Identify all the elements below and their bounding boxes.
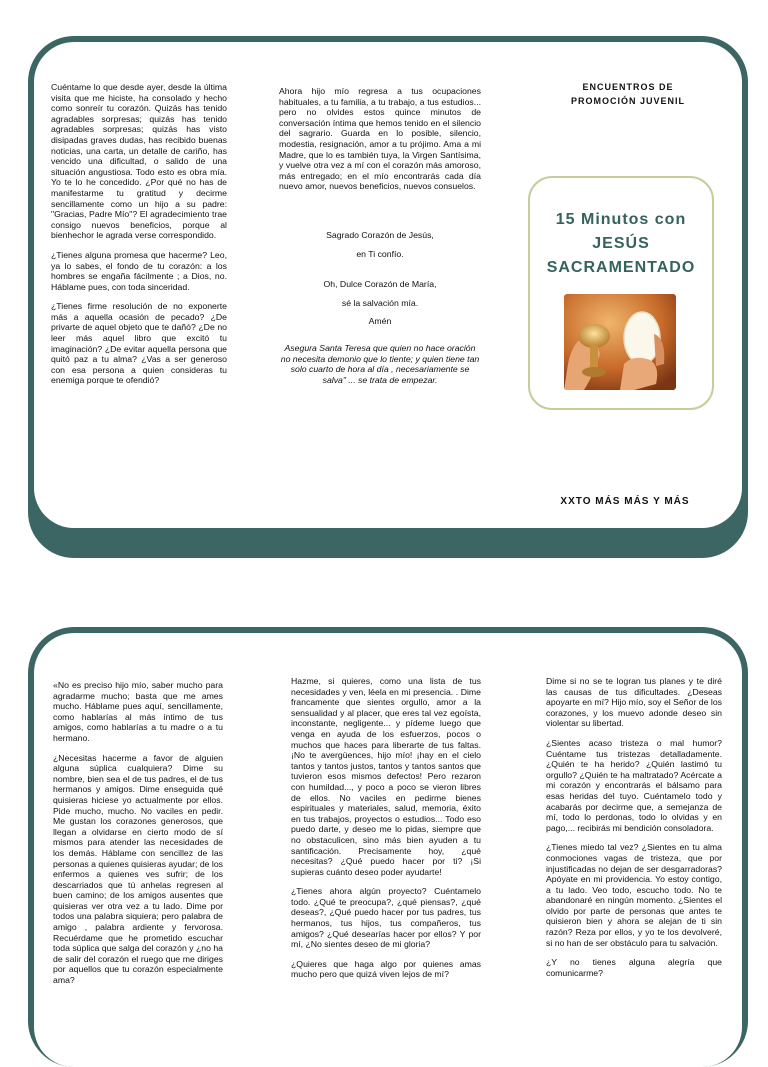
verse-line: Sagrado Corazón de Jesús, (326, 229, 434, 240)
paragraph: ¿Y no tienes alguna alegría que comunicarme? (546, 957, 722, 978)
panel1-column-2 (279, 86, 481, 385)
cover-card (528, 176, 714, 410)
paragraph: Hazme, si quieres, como una lista de tus necesidades y ven, léela en mi presencia. . Dime francamente que sientes orgullo, amor a la sensualidad y al placer, que eres tal vez egoísta, inconstante, negligente... y pídeme luego que venga en ayuda de los esfuerzos, pocos o muchos que haces para liberarte de tus faltas. ¡No te avergüences, hijo mío! ¡hay en el cielo tantos y tantos justos, tantos y tantos santos que tuvieron esos mismos defectos! Pero rezaron con humildad..., y poco a poco se vieron libres de ellos. No vaciles en pedirme bienes espirituales y materiales, salud, memoria, éxito en tus trabajos, proyectos o estudios... Todo eso puedo darte, y deseo me lo pidas, siempre que no obstaculicen, sino más bien ayuden a tu santificación. Precisamente hoy, ¿qué necesitas? ¿Qué puedo hacer por ti? ¡Si supieras cuánto deseo poder ayudarte! (291, 676, 481, 877)
santa-teresa-quote: Asegura Santa Teresa que quien no hace oración no necesita demonio que lo tiente; y quien tiene tan solo cuarto de hora al día , necesariamente se salva" ... se trata de empezar. (280, 342, 480, 385)
eucharist-photo-icon (564, 294, 676, 390)
verse-line: en Ti confío. (356, 248, 404, 259)
verse-line: Oh, Dulce Corazón de María, (323, 279, 437, 290)
panel2-column-1 (53, 680, 223, 995)
panel2-column-3 (546, 676, 722, 987)
title-line: 15 Minutos con (555, 211, 687, 228)
org-line: ENCUENTROS DE (582, 82, 674, 92)
verse-line: Amén (368, 316, 392, 327)
paragraph: Cuéntame lo que desde ayer, desde la última visita que me hiciste, ha consolado y hecho como sonreír tu corazón. Quizás has tenido agradables sorpresas; quizás has tenido agradables sorpresas; quizás has visto disipadas graves dudas, has recibido buenas noticias, una carta, un detalle de cariño, has vencido una dificultad, o salido de una situación angustiosa. Todo esto es obra mía. Yo te lo he concedido. ¿Por qué no has de manifestarme tu gratitud y decirme sencillamente como un hijo a su padre: "Gracias, Padre Mío"? El agradecimiento trae consigo nuevos beneficios, porque al bienhechor le agrada verse correspondido. (51, 82, 227, 241)
panel1-column-1 (51, 82, 227, 395)
paragraph: ¿Sientes acaso tristeza o mal humor? Cuéntame tus tristezas detalladamente. ¿Quién te ha herido? ¿Quién lastimó tu orgullo? ¿Quién te ha maltratado? Acércate a mi corazón y encontrarás el bálsamo para esas heridas del tuyo. Cuéntamelo todo y acabarás por decirme que, a semejanza de mí, todo lo perdonas, todo lo olvidas y en pago,... recibirás mi bendición consoladora. (546, 737, 722, 833)
paragraph: ¿Tienes firme resolución de no exponerte más a aquella ocasión de pecado? ¿De privarte de aquel objeto que te dañó? ¿De no leer más aquel libro que excitó tu imaginación? ¿De evitar aquella persona que quitó paz a tu alma? ¿Vas a ser generoso con esa persona a quien consideras tu enemiga porque te ofendió? (51, 301, 227, 386)
paragraph: «No es preciso hijo mío, saber mucho para agradarme mucho; basta que me ames mucho. Háblame pues aquí, sencillamente, como hablarías al más íntimo de tus amigos, como hablarías a tu madre o a tu hermano. (53, 680, 223, 743)
paragraph: ¿Tienes miedo tal vez? ¿Sientes en tu alma conmociones vagas de tristeza, que por injustificadas no dejan de ser desgarradoras? Apóyate en mi providencia. Yo estoy contigo, a tu lado. Veo todo, escucho todo. No te abandonaré en ningún momento. ¿Sientes el olvido por parte de personas que antes te quisieron bien y ahora se alejan de ti sin razón? Reza por ellos, y yo te los devolveré, si no han de ser obstáculo para tu salvación. (546, 842, 722, 948)
cover-title (530, 208, 712, 280)
title-line: SACRAMENTADO (546, 259, 696, 276)
paragraph: ¿Quieres que haga algo por quienes amas mucho pero que quizá viven lejos de mí? (291, 958, 481, 980)
closing-paragraph: Ahora hijo mío regresa a tus ocupaciones habituales, a tu familia, a tu trabajo, a tus estudios... pero no olvides estos quince minutos de conversación íntima que hemos tenido en el silencio del sagrario. Guarda en lo posible, silencio, modestia, resignación, amor a tu prójimo. Ama a mi Madre, que lo es también tuya, la Virgen Santísima, y vuelve otra vez a mí con el corazón más amoroso, más entregado; en el mío encontrarás cada día nuevo amor, nuevos beneficios, nuevos consuelos. (279, 86, 481, 192)
paragraph: ¿Tienes alguna promesa que hacerme? Leo, ya lo sabes, el fondo de tu corazón: a los hombres se engaña fácilmente ; a Dios, no. Háblame pues, con toda sinceridad. (51, 249, 227, 292)
paragraph: Dime si no se te logran tus planes y te diré las causas de tus dificultades. ¿Deseas apoyarte en mí? Hijo mío, soy el Señor de los corazones, y los muevo adonde deseo sin violentar su libertad. (546, 676, 722, 729)
eucharist-illustration (564, 294, 676, 390)
organization-name (548, 80, 708, 108)
prayer-verses (279, 230, 481, 327)
verse-line: sé la salvación mía. (341, 297, 419, 308)
paragraph: ¿Tienes ahora algún proyecto? Cuéntamelo todo. ¿Qué te preocupa?, ¿qué piensas?, ¿qué deseas?, ¿Qué puedo hacer por tus padres, tus hermanos, tus hijos, tus compañeros, tus amigos? ¿Qué desearías hacer por ellos? Y por mí, ¿No sientes deseo de mi gloria? (291, 886, 481, 950)
motto: XXTO MÁS MÁS Y MÁS (560, 496, 690, 507)
panel2-column-2 (291, 676, 481, 989)
org-line: PROMOCIÓN JUVENIL (570, 96, 685, 106)
paragraph: ¿Necesitas hacerme a favor de alguien alguna súplica cualquiera? Dime su nombre, bien sea el de tus padres, el de tus hermanos y amigos. Dime enseguida qué quisieras hiciese yo actualmente por ellos. Pide mucho, mucho. No vaciles en pedir. Me gustan los corazones generosos, que llegan a olvidarse en cierto modo de sí mismos para atender las necesidades de los demás. Háblame con sencillez de las personas a quienes quisieras ayudar; de los enfermos a quienes ves sufrir; de los descarriados que tú anhelas regresen al buen camino; de los amigos ausentes que quisieras ver otra vez a tu lado. Dime por todos una palabra siquiera; pero palabra de amigo , palabra ardiente y fervorosa. Recuérdame que he prometido escuchar toda súplica que salga del corazón y ¿no ha de salir del corazón el ruego que me diriges por aquellos que tu corazón especialmente ama? (53, 752, 224, 986)
title-line: JESÚS (592, 235, 650, 252)
